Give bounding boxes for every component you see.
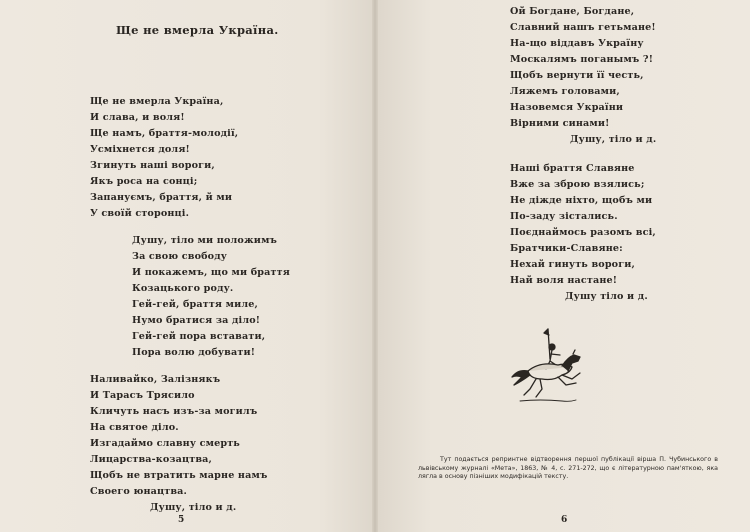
verse-line: Поєднаймось разомъ всі, [510,227,656,238]
verse-line: Нумо братися за діло! [132,315,261,326]
verse-line: Усміхнется доля! [90,144,190,155]
refrain-ref: Душу тіло и д. [565,291,648,302]
verse-line: Кличуть насъ изъ-за могилъ [90,406,258,417]
verse-line: Лицарства-козацтва, [90,454,213,465]
verse-line: Вірними синами! [510,118,610,129]
verse-line: Ой Богдане, Богдане, [510,6,635,17]
verse-line: Най воля настане! [510,275,618,286]
verse-line: Запануємъ, браття, й ми [90,192,233,203]
verse-line: На святое діло. [90,422,179,433]
right-page [375,0,750,532]
verse-line: Назовемся України [510,102,624,113]
verse-line: Наші браття Славяне [510,163,635,174]
verse-line: За свою свободу [132,251,228,262]
verse-line: На-що віддавъ Україну [510,38,644,49]
page-number: 6 [561,515,568,525]
refrain-ref: Душу, тіло и д. [570,134,657,145]
verse-line: Изгадаймо славну смерть [90,438,240,449]
verse-line: Нехай гинуть вороги, [510,259,636,270]
verse-line: Якъ роса на сонці; [90,176,198,187]
verse-line: Згинуть наші вороги, [90,160,215,171]
footnote: Тут подається репринтне відтворення першої публікації вірша П. Чубинського в львівському журналі «Мета», 1863, № 4, с. 271-272, що є літературною пам'яткою, яка лягла в основу пізніших модифікацій тексту. [418,456,718,481]
verse-line: Москалямъ поганымъ ?! [510,54,654,65]
verse-line: Своего юнацтва. [90,486,188,497]
verse-line: Щобъ вернути її честь, [510,70,644,81]
verse-line: И покажемъ, що ми браття [132,267,290,278]
verse-line: Гей-гей, браття миле, [132,299,259,310]
page-number: 5 [178,515,185,525]
verse-line: И Тарасъ Трясило [90,390,195,401]
cossack-rider-illustration [500,325,595,415]
verse-line: Вже за зброю взялись; [510,179,645,190]
verse-line: У своїй сторонці. [90,208,190,219]
verse-line: Пора волю добувати! [132,347,256,358]
verse-line: Козацького роду. [132,283,234,294]
verse-line: И слава, и воля! [90,112,185,123]
verse-line: Наливайко, Залізнякъ [90,374,221,385]
verse-line: Ляжемъ головами, [510,86,620,97]
verse-line: Ще не вмерла Україна, [90,96,224,107]
verse-line: Ще намъ, браття-молодії, [90,128,239,139]
book-gutter [372,0,378,532]
verse-line: Славний нашъ гетьмане! [510,22,656,33]
verse-line: Братчики-Славяне: [510,243,623,254]
refrain-ref: Душу, тіло и д. [150,502,237,513]
verse-line: Душу, тіло ми положимъ [132,235,278,246]
verse-line: Щобъ не втратить марне намъ [90,470,268,481]
verse-line: Не діжде ніхто, щобъ ми [510,195,653,206]
verse-line: По-заду зістались. [510,211,618,222]
verse-line: Гей-гей пора вставати, [132,331,266,342]
poem-title: Ще не вмерла Україна. [116,23,279,37]
